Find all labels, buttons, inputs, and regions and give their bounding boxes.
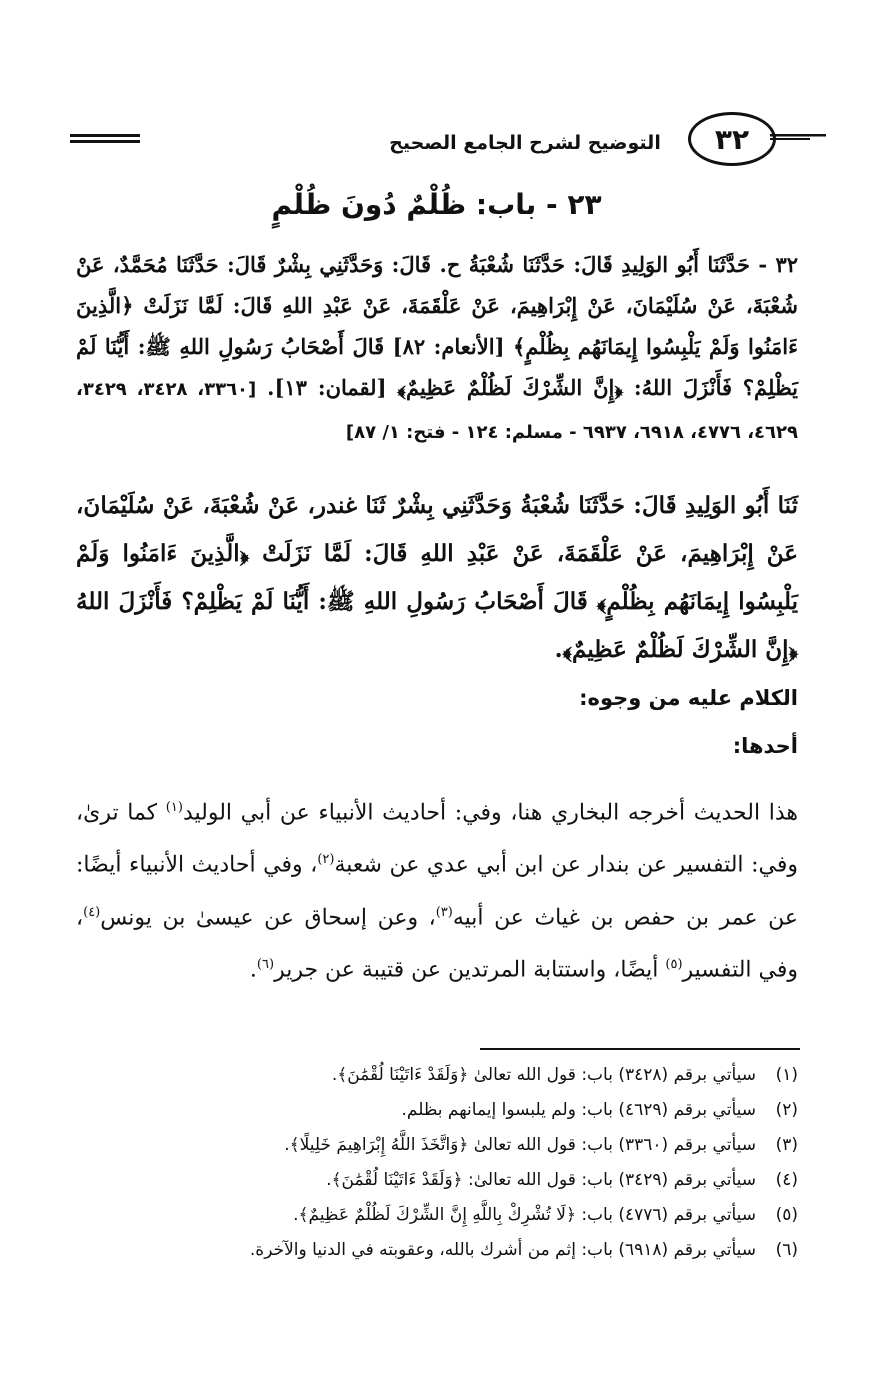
hadith-text — [76, 244, 798, 453]
footnote-number: (٤) — [775, 1170, 798, 1190]
footnote-item — [76, 1093, 798, 1128]
footnotes-list — [76, 1058, 798, 1268]
page-header — [0, 100, 873, 180]
footnote-text: سيأتي برقم (٦٩١٨) باب: إثم من أشرك بالله، وعقوبته في الدنيا والآخرة. — [249, 1240, 756, 1260]
commentary-segment: هذا الحديث أخرجه البخاري هنا، وفي: أحاديث الأنبياء عن أبي الوليد — [182, 800, 798, 826]
commentary-segment: . — [249, 957, 257, 983]
footnote-item — [76, 1128, 798, 1163]
footnote-item — [76, 1198, 798, 1233]
commentary-segment: ، وعن إسحاق عن عيسىٰ بن يونس — [100, 904, 436, 930]
commentary-segment: أيضًا، واستتابة المرتدين عن قتيبة عن جرير — [274, 957, 666, 983]
footnote-number: (٢) — [775, 1100, 798, 1120]
riwaya-text: ثَنَا أَبُو الوَلِيدِ قَالَ: حَدَّثَنَا شُعْبَةُ وَحَدَّثَنِي بِشْرٌ ثَنَا غندر، عَنْ شُعْبَةَ، عَنْ سُلَيْمَانَ، عَنْ إِبْرَاهِيمَ، عَنْ عَلْقَمَةَ، عَنْ عَبْدِ اللهِ قَالَ: لَمَّا نَزَلَتْ ﴿الَّذِينَ ءَامَنُوا وَلَمْ يَلْبِسُوا إِيمَانَهُم بِظُلْمٍ﴾ قَالَ أَصْحَابُ رَسُولِ اللهِ ﷺ: أَيُّنَا لَمْ يَظْلِمْ؟ فَأَنْزَلَ اللهُ ﴿إِنَّ الشِّرْكَ لَظُلْمٌ عَظِيمٌ﴾. — [76, 492, 799, 663]
commentary-segment: كما ترىٰ، وفي: التفسير عن بندار عن ابن أبي عدي عن شعبة — [76, 800, 798, 878]
subsection-heading: أحدها: — [732, 734, 798, 758]
footnote-marker[interactable]: (٣) — [435, 904, 453, 920]
header-ornament — [770, 134, 826, 140]
footnote-text: سيأتي برقم (٣٤٢٨) باب: قول الله تعالىٰ ﴿وَلَقَدْ ءَاتَيْنَا لُقْمَٰنَ﴾. — [331, 1065, 756, 1085]
footnote-divider — [480, 1048, 800, 1050]
footnote-number: (٦) — [775, 1240, 798, 1260]
footnote-text: سيأتي برقم (٣٤٢٩) باب: قول الله تعالىٰ: ﴿وَلَقَدْ ءَاتَيْنَا لُقْمَٰنَ﴾. — [326, 1170, 756, 1190]
footnote-marker[interactable]: (١) — [165, 800, 183, 815]
footnote-item — [76, 1058, 798, 1093]
footnote-item — [76, 1163, 798, 1198]
footnote-marker[interactable]: (٥) — [665, 956, 683, 972]
footnote-text: سيأتي برقم (٤٧٧٦) باب: ﴿لَا تُشْرِكْ بِاللَّهِ إِنَّ الشِّرْكَ لَظُلْمٌ عَظِيمٌ﴾. — [293, 1205, 756, 1225]
footnote-number: (٥) — [775, 1205, 798, 1225]
footnote-text: سيأتي برقم (٤٦٢٩) باب: ولم يلبسوا إيمانهم بظلم. — [401, 1100, 756, 1120]
header-rule-left — [70, 134, 140, 146]
commentary-segment: ، وفي أحاديث الأنبياء أيضًا: عن عمر بن حفص بن غياث عن أبيه — [76, 852, 798, 930]
footnote-marker[interactable]: (٤) — [83, 904, 101, 920]
footnote-number: (١) — [775, 1065, 798, 1085]
footnote-text: سيأتي برقم (٣٣٦٠) باب: قول الله تعالىٰ ﴿وَاتَّخَذَ اللَّهُ إِبْرَاهِيمَ خَلِيلًا﴾. — [284, 1135, 756, 1155]
book-title: التوضيح لشرح الجامع الصحيح — [389, 132, 661, 154]
commentary-paragraph — [76, 784, 798, 993]
section-heading: الكلام عليه من وجوه: — [579, 686, 798, 710]
page-number: ٣٢ — [688, 112, 776, 166]
footnote-number: (٣) — [775, 1135, 798, 1155]
chapter-heading: ٢٣ - باب: ظُلْمٌ دُونَ ظُلْمٍ — [271, 188, 602, 221]
footnote-marker[interactable]: (٢) — [317, 852, 335, 868]
hadith-references: [٣٣٦٠، ٣٤٢٨، ٣٤٢٩، ٤٦٢٩، ٤٧٧٦، ٦٩١٨، ٦٩٣٧ - مسلم: ١٢٤ - فتح: ١/ ٨٧] — [76, 379, 798, 443]
footnote-item — [76, 1233, 798, 1268]
footnote-marker[interactable]: (٦) — [256, 956, 275, 972]
hadith-body: ٣٢ - حَدَّثَنَا أَبُو الوَلِيدِ قَالَ: حَدَّثَنَا شُعْبَةُ ح. قَالَ: وَحَدَّثَنِي بِشْرٌ قَالَ: حَدَّثَنَا مُحَمَّدٌ، عَنْ شُعْبَةَ، عَنْ سُلَيْمَانَ، عَنْ إِبْرَاهِيمَ، عَنْ عَلْقَمَةَ، عَنْ عَبْدِ اللهِ قَالَ: لَمَّا نَزَلَتْ ﴿الَّذِينَ ءَامَنُوا وَلَمْ يَلْبِسُوا إِيمَانَهُم بِظُلْمٍ﴾ [الأنعام: ٨٢] قَالَ أَصْحَابُ رَسُولِ اللهِ ﷺ: أَيُّنَا لَمْ يَظْلِمْ؟ فَأَنْزَلَ اللهُ: ﴿إِنَّ الشِّرْكَ لَظُلْمٌ عَظِيمٌ﴾ [لقمان: ١٣]. — [76, 252, 799, 400]
commentary-segment: ، وفي التفسير — [76, 904, 798, 983]
